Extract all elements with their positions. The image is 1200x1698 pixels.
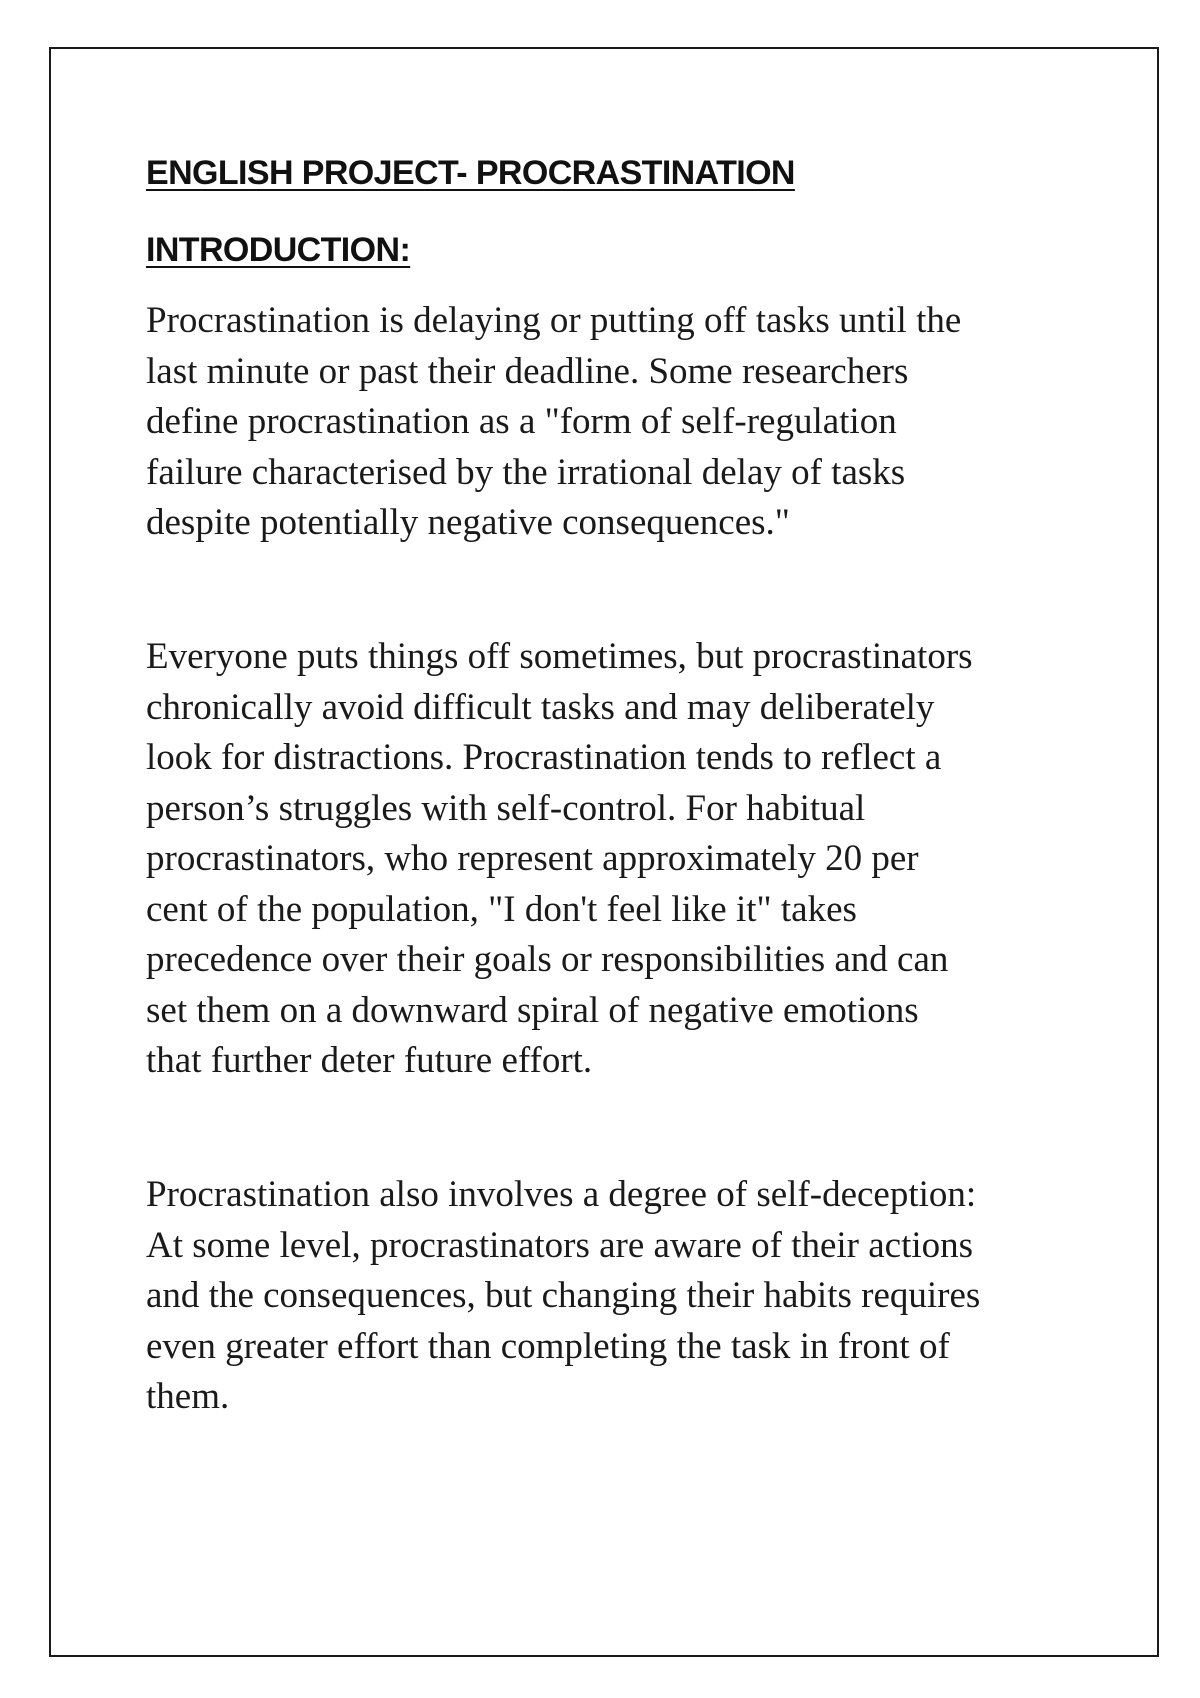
paragraph-2 [146,632,1086,1087]
paragraph-line: define procrastination as a "form of self-regulation [146,401,897,442]
paragraph-3 [146,1170,1086,1423]
paragraph-line: that further deter future effort. [146,1040,593,1081]
paragraph-line: Procrastination also involves a degree of self-deception: [146,1174,977,1215]
paragraph-line: despite potentially negative consequences." [146,502,790,543]
paragraph-line: failure characterised by the irrational delay of tasks [146,451,906,493]
paragraph-line: last minute or past their deadline. Some researchers [146,350,909,392]
paragraph-line: look for distractions. Procrastination tends to reflect a [146,737,942,778]
paragraph-line: At some level, procrastinators are aware of their actions [146,1224,974,1266]
paragraph-line: chronically avoid difficult tasks and may deliberately [146,686,935,728]
paragraph-line: even greater effort than completing the task in front of [146,1325,950,1367]
section-heading: INTRODUCTION: [146,231,411,269]
paragraph-line: precedence over their goals or responsibilities and can [146,939,949,980]
paragraph-1 [146,296,1086,549]
paragraph-line: cent of the population, "I don't feel like it" takes [146,888,857,930]
paragraph-line: them. [146,1376,230,1417]
document-title: ENGLISH PROJECT- PROCRASTINATION [146,154,795,192]
paragraph-line: and the consequences, but changing their habits requires [146,1275,981,1316]
paragraph-line: procrastinators, who represent approximately 20 per [146,838,919,879]
paragraph-line: Everyone puts things off sometimes, but procrastinators [146,636,973,677]
paragraph-line: person’s struggles with self-control. For habitual [146,787,866,829]
paragraph-line: set them on a downward spiral of negative emotions [146,989,919,1031]
paragraph-line: Procrastination is delaying or putting off tasks until the [146,300,962,341]
